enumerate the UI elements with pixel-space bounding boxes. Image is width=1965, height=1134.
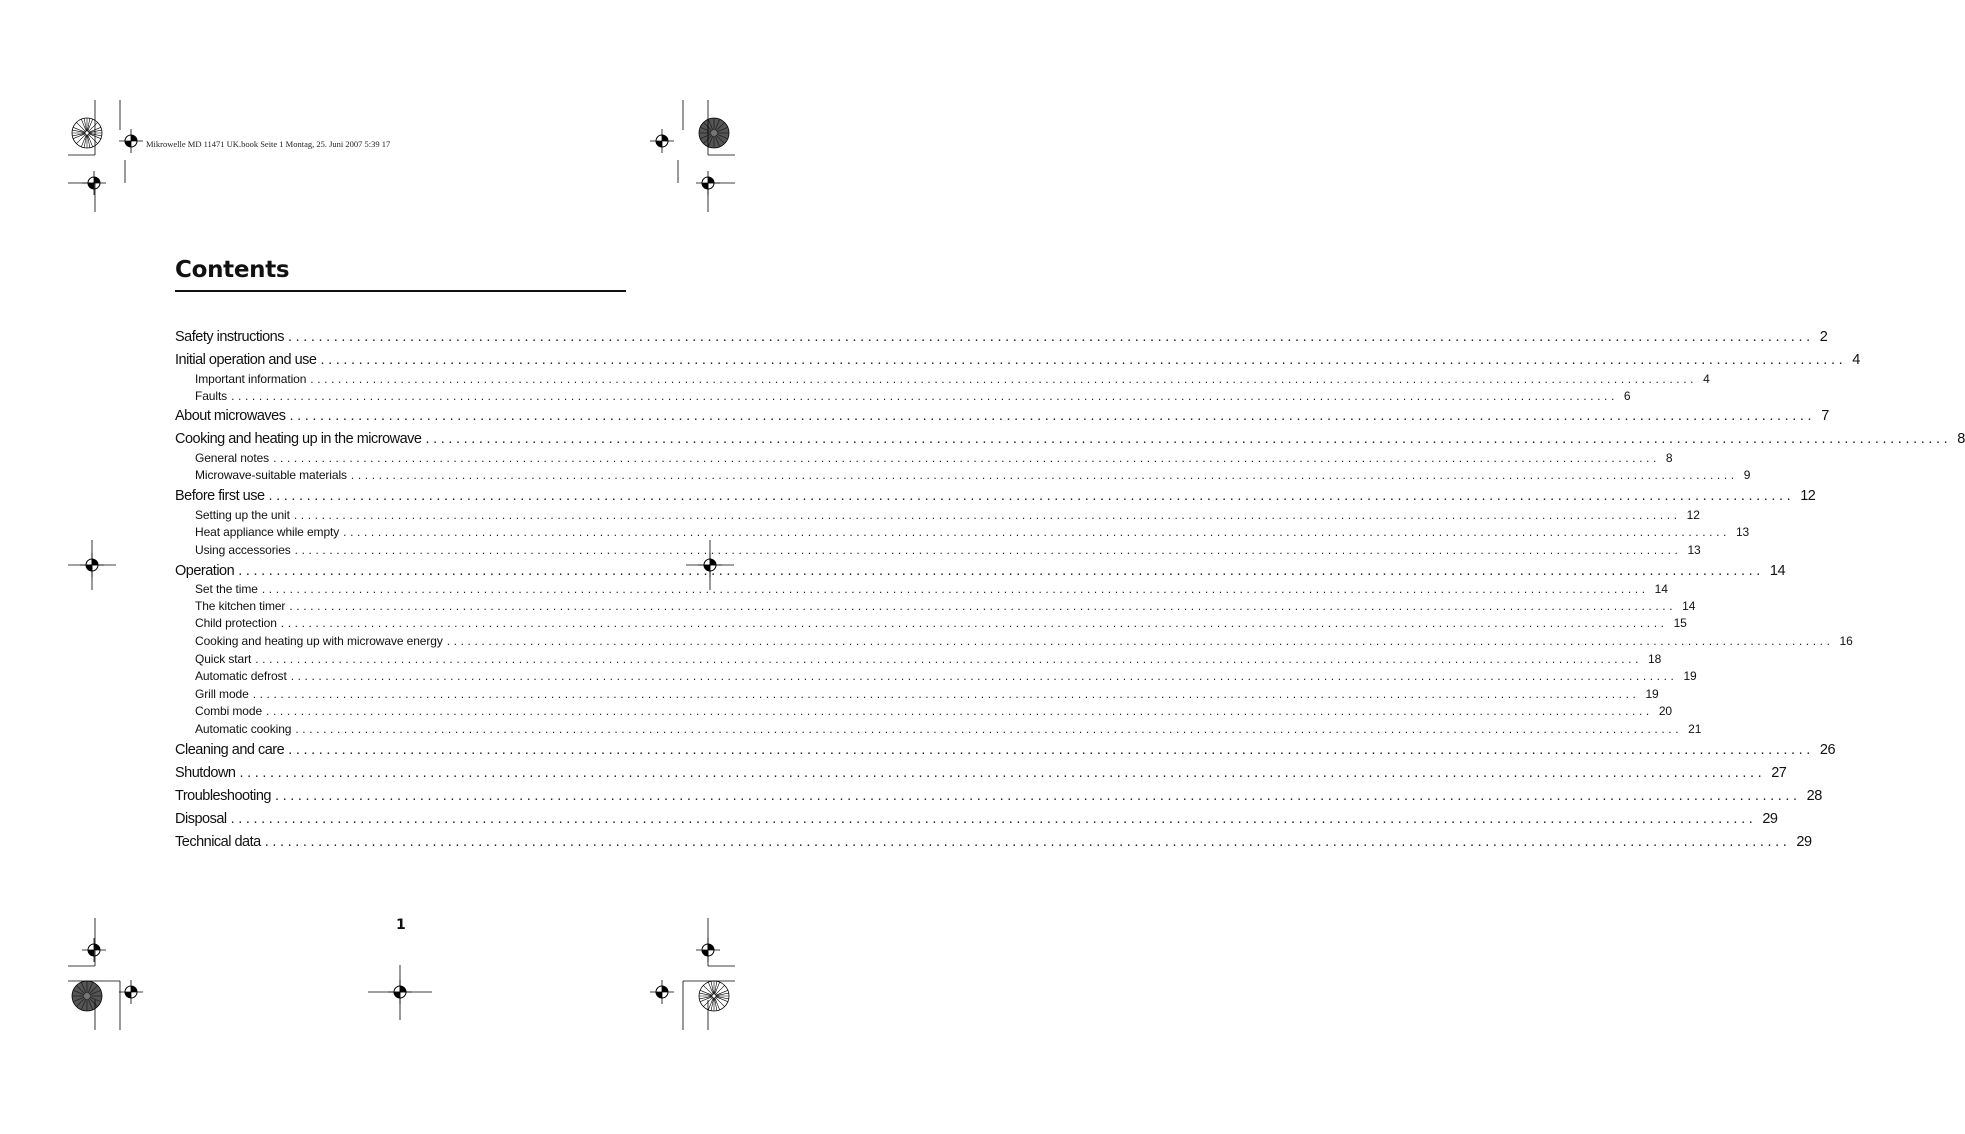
registration-mark-icon	[650, 129, 674, 153]
toc-entry-safety-instructions[interactable]: Safety instructions ........................................................................................................................................................................................................ 2	[175, 329, 1828, 345]
file-info-header: Mikrowelle MD 11471 UK.book Seite 1 Montag, 25. Juni 2007 5:39 17	[146, 139, 391, 149]
toc-entry-shutdown[interactable]: Shutdown ........................................................................................................................................................................................................ 27	[175, 765, 1787, 781]
registration-mark-icon	[119, 129, 143, 153]
toc-entry-setting-up-the-unit[interactable]: Setting up the unit ........................................................................................................................................................................................................ 12	[195, 508, 1700, 522]
toc-entry-initial-operation[interactable]: Initial operation and use ........................................................................................................................................................................................................ 4	[175, 352, 1860, 368]
registration-mark-icon	[119, 980, 143, 1004]
toc-entry-operation[interactable]: Operation ........................................................................................................................................................................................................ 14	[175, 563, 1786, 579]
toc-entry-before-first-use[interactable]: Before first use ........................................................................................................................................................................................................ 12	[175, 488, 1816, 504]
page-number: 1	[396, 917, 406, 933]
title-divider	[175, 290, 626, 292]
toc-entry-combi-mode[interactable]: Combi mode ........................................................................................................................................................................................................ 20	[195, 704, 1672, 718]
toc-entry-technical-data[interactable]: Technical data ........................................................................................................................................................................................................ 29	[175, 834, 1812, 850]
toc-entry-troubleshooting[interactable]: Troubleshooting ........................................................................................................................................................................................................ 28	[175, 788, 1822, 804]
toc-entry-microwave-suitable-materials[interactable]: Microwave-suitable materials ........................................................................................................................................................................................................ 9	[195, 468, 1751, 482]
toc-entry-important-information[interactable]: Important information ........................................................................................................................................................................................................ 4	[195, 372, 1710, 386]
toc-entry-faults[interactable]: Faults ........................................................................................................................................................................................................ 6	[195, 389, 1631, 403]
toc-entry-automatic-defrost[interactable]: Automatic defrost ........................................................................................................................................................................................................ 19	[195, 669, 1697, 683]
toc-entry-grill-mode[interactable]: Grill mode ........................................................................................................................................................................................................ 19	[195, 687, 1659, 701]
toc-entry-automatic-cooking[interactable]: Automatic cooking ........................................................................................................................................................................................................ 21	[195, 722, 1702, 736]
toc-entry-cooking-with-microwave-energy[interactable]: Cooking and heating up with microwave energy ........................................................................................................................................................................................................ 16	[195, 634, 1853, 648]
toc-entry-child-protection[interactable]: Child protection ........................................................................................................................................................................................................ 15	[195, 616, 1687, 630]
toc-entry-kitchen-timer[interactable]: The kitchen timer ........................................................................................................................................................................................................ 14	[195, 599, 1696, 613]
toc-entry-heat-appliance-while-empty[interactable]: Heat appliance while empty ........................................................................................................................................................................................................ 13	[195, 525, 1750, 539]
toc-entry-using-accessories[interactable]: Using accessories ........................................................................................................................................................................................................ 13	[195, 543, 1701, 557]
color-bar-star-icon	[699, 981, 729, 1011]
color-bar-star-icon	[699, 118, 729, 148]
registration-mark-icon	[82, 938, 106, 962]
toc-entry-set-the-time[interactable]: Set the time ........................................................................................................................................................................................................ 14	[195, 582, 1668, 596]
toc-entry-cleaning-and-care[interactable]: Cleaning and care ........................................................................................................................................................................................................ 26	[175, 742, 1836, 758]
color-bar-star-icon	[72, 118, 102, 148]
registration-mark-icon	[650, 980, 674, 1004]
color-bar-star-icon	[72, 981, 102, 1011]
toc-entry-quick-start[interactable]: Quick start ........................................................................................................................................................................................................ 18	[195, 652, 1662, 666]
toc-entry-about-microwaves[interactable]: About microwaves ........................................................................................................................................................................................................ 7	[175, 408, 1829, 424]
page-title: Contents	[175, 257, 290, 283]
toc-entry-disposal[interactable]: Disposal ........................................................................................................................................................................................................ 29	[175, 811, 1778, 827]
toc-entry-general-notes[interactable]: General notes ........................................................................................................................................................................................................ 8	[195, 451, 1673, 465]
toc-entry-cooking-and-heating[interactable]: Cooking and heating up in the microwave ........................................................................................................................................................................................................ 8	[175, 431, 1965, 447]
